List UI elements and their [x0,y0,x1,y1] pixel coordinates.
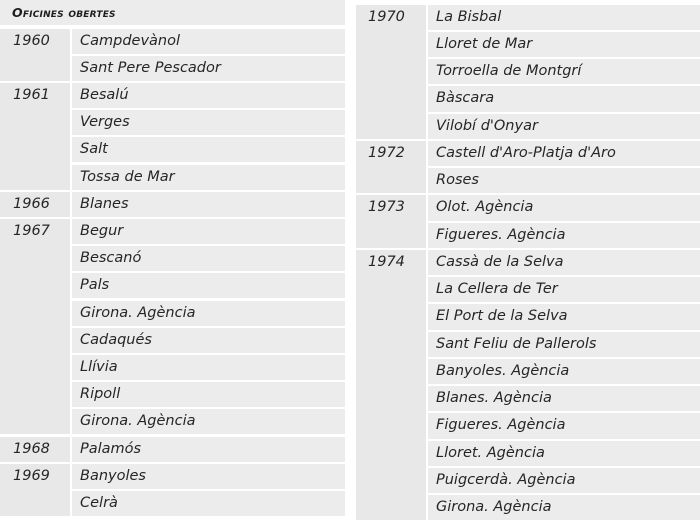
place-cell: Sant Feliu de Pallerols [428,332,700,357]
place-cell: La Cellera de Ter [428,277,700,302]
year-cell: 1974 [356,250,426,521]
place-cell: Banyoles [72,464,345,489]
place-cell: Celrà [72,491,345,516]
place-cell: Puigcerdà. Agència [428,468,700,493]
place-cell: Roses [428,168,700,193]
year-cell: 1969 [0,464,70,516]
place-cell: Lloret. Agència [428,441,700,466]
place-cell: Pals [72,273,345,298]
place-cell: Girona. Agència [72,409,345,434]
place-cell: Verges [72,110,345,135]
year-cell: 1961 [0,83,70,190]
place-cell: Figueres. Agència [428,223,700,248]
place-cell: Campdevànol [72,29,345,54]
place-cell: Tossa de Mar [72,165,345,190]
place-cell: Vilobí d'Onyar [428,114,700,139]
year-cell: 1973 [356,195,426,248]
place-cell: El Port de la Selva [428,304,700,329]
year-cell: 1972 [356,141,426,194]
place-cell: Girona. Agència [428,495,700,520]
header-title: Oficines obertes [12,5,116,20]
table-header [0,0,345,25]
place-cell: Blanes. Agència [428,386,700,411]
place-cell: Blanes [72,192,345,217]
place-cell: Cassà de la Selva [428,250,700,275]
place-cell: Sant Pere Pescador [72,56,345,81]
place-cell: Llívia [72,355,345,380]
right-column [356,0,700,521]
year-cell: 1966 [0,192,70,217]
place-cell: Begur [72,219,345,244]
place-cell: Bàscara [428,86,700,111]
left-column [0,0,345,521]
year-cell: 1970 [356,5,426,139]
place-cell: Girona. Agència [72,301,345,326]
place-cell: Torroella de Montgrí [428,59,700,84]
year-cell: 1968 [0,437,70,462]
place-cell: Salt [72,137,345,162]
place-cell: Castell d'Aro-Platja d'Aro [428,141,700,166]
place-cell: Ripoll [72,382,345,407]
year-cell: 1967 [0,219,70,435]
place-cell: Lloret de Mar [428,32,700,57]
place-cell: Cadaqués [72,328,345,353]
place-cell: Bescanó [72,246,345,271]
place-cell: Banyoles. Agència [428,359,700,384]
year-cell: 1960 [0,29,70,81]
place-cell: La Bisbal [428,5,700,30]
place-cell: Palamós [72,437,345,462]
place-cell: Olot. Agència [428,195,700,220]
place-cell: Figueres. Agència [428,413,700,438]
place-cell: Besalú [72,83,345,108]
